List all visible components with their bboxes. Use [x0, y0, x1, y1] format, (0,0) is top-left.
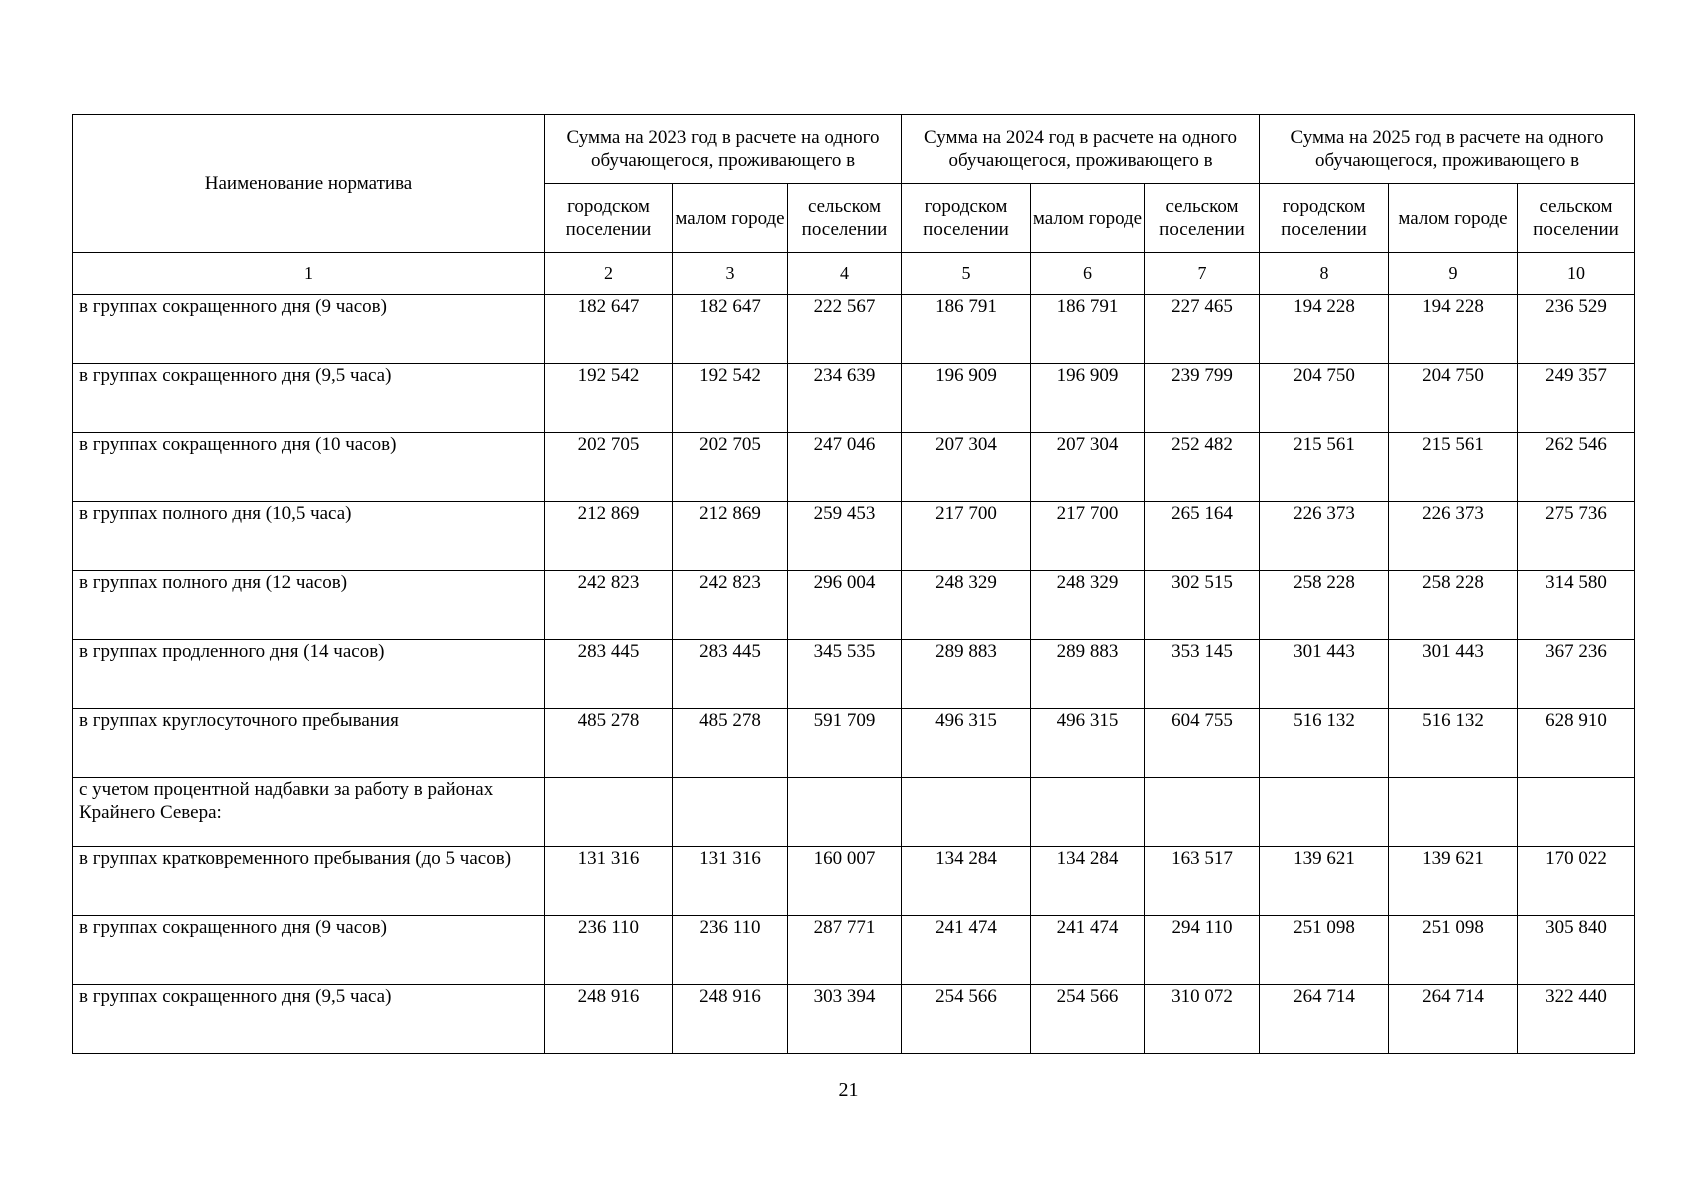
- table-cell: 215 561: [1389, 433, 1518, 502]
- table-cell: 134 284: [902, 847, 1031, 916]
- table-cell: 227 465: [1145, 295, 1260, 364]
- table-cell: 287 771: [788, 916, 902, 985]
- table-cell: 252 482: [1145, 433, 1260, 502]
- table-cell: 194 228: [1260, 295, 1389, 364]
- table-cell: 322 440: [1518, 985, 1635, 1054]
- row-label: с учетом процентной надбавки за работу в районах Крайнего Севера:: [73, 778, 545, 847]
- table-cell: 248 916: [545, 985, 673, 1054]
- table-cell: 345 535: [788, 640, 902, 709]
- column-number: 6: [1031, 253, 1145, 295]
- table-cell: 134 284: [1031, 847, 1145, 916]
- table-cell: 139 621: [1260, 847, 1389, 916]
- table-cell: [1518, 778, 1635, 847]
- sub-header-urban: городском поселении: [902, 184, 1031, 253]
- sub-header-small-town: малом городе: [1389, 184, 1518, 253]
- table-cell: 248 329: [902, 571, 1031, 640]
- table-cell: 254 566: [1031, 985, 1145, 1054]
- table-cell: 202 705: [545, 433, 673, 502]
- table-cell: [673, 778, 788, 847]
- row-label: в группах сокращенного дня (9,5 часа): [73, 985, 545, 1054]
- table-cell: 628 910: [1518, 709, 1635, 778]
- table-cell: 212 869: [673, 502, 788, 571]
- table-cell: 367 236: [1518, 640, 1635, 709]
- table-cell: 604 755: [1145, 709, 1260, 778]
- column-number: 2: [545, 253, 673, 295]
- table-cell: 212 869: [545, 502, 673, 571]
- table-row: [73, 502, 1635, 571]
- table-cell: [788, 778, 902, 847]
- table-cell: 192 542: [673, 364, 788, 433]
- table-cell: 194 228: [1389, 295, 1518, 364]
- table-cell: 264 714: [1389, 985, 1518, 1054]
- table-cell: 248 916: [673, 985, 788, 1054]
- table-cell: 283 445: [673, 640, 788, 709]
- table-row: [73, 571, 1635, 640]
- table-cell: 485 278: [545, 709, 673, 778]
- table-cell: 236 110: [545, 916, 673, 985]
- table-cell: 516 132: [1389, 709, 1518, 778]
- table-cell: 207 304: [1031, 433, 1145, 502]
- table-cell: 289 883: [902, 640, 1031, 709]
- table-cell: 131 316: [545, 847, 673, 916]
- table-cell: 248 329: [1031, 571, 1145, 640]
- table-cell: 215 561: [1260, 433, 1389, 502]
- table-cell: 207 304: [902, 433, 1031, 502]
- table-cell: 258 228: [1389, 571, 1518, 640]
- table-cell: 262 546: [1518, 433, 1635, 502]
- table-cell: 305 840: [1518, 916, 1635, 985]
- table-row: [73, 364, 1635, 433]
- table-cell: 251 098: [1389, 916, 1518, 985]
- sub-header-rural: сельском поселении: [788, 184, 902, 253]
- table-cell: 196 909: [902, 364, 1031, 433]
- column-number: 5: [902, 253, 1031, 295]
- table-cell: 353 145: [1145, 640, 1260, 709]
- row-label: в группах продленного дня (14 часов): [73, 640, 545, 709]
- table-row: [73, 916, 1635, 985]
- table-row: [73, 847, 1635, 916]
- table-cell: 296 004: [788, 571, 902, 640]
- table-cell: 182 647: [545, 295, 673, 364]
- column-number: 1: [73, 253, 545, 295]
- table-cell: 217 700: [1031, 502, 1145, 571]
- sub-header-urban: городском поселении: [1260, 184, 1389, 253]
- column-number: 3: [673, 253, 788, 295]
- table-cell: 254 566: [902, 985, 1031, 1054]
- table-cell: [1145, 778, 1260, 847]
- table-cell: 226 373: [1389, 502, 1518, 571]
- table-cell: 516 132: [1260, 709, 1389, 778]
- table-cell: 247 046: [788, 433, 902, 502]
- table-cell: 204 750: [1260, 364, 1389, 433]
- row-label: в группах сокращенного дня (9 часов): [73, 295, 545, 364]
- table-cell: 170 022: [1518, 847, 1635, 916]
- table-cell: 496 315: [902, 709, 1031, 778]
- table-row: [73, 640, 1635, 709]
- table-cell: 239 799: [1145, 364, 1260, 433]
- table-cell: 258 228: [1260, 571, 1389, 640]
- column-number-row: [73, 253, 1635, 295]
- table-cell: 226 373: [1260, 502, 1389, 571]
- table-row: [73, 985, 1635, 1054]
- year-header-2025: Сумма на 2025 год в расчете на одного обучающегося, проживающего в: [1260, 115, 1635, 184]
- table-cell: 241 474: [902, 916, 1031, 985]
- column-number: 7: [1145, 253, 1260, 295]
- table-cell: [545, 778, 673, 847]
- table-body: [73, 295, 1635, 1054]
- table-cell: 303 394: [788, 985, 902, 1054]
- table-cell: 301 443: [1389, 640, 1518, 709]
- table-cell: 302 515: [1145, 571, 1260, 640]
- table-cell: 301 443: [1260, 640, 1389, 709]
- table-cell: 310 072: [1145, 985, 1260, 1054]
- table-cell: [1260, 778, 1389, 847]
- row-label: в группах круглосуточного пребывания: [73, 709, 545, 778]
- table-cell: 131 316: [673, 847, 788, 916]
- norm-table: [72, 114, 1635, 1054]
- table-cell: [1389, 778, 1518, 847]
- table-cell: 242 823: [673, 571, 788, 640]
- table-cell: [902, 778, 1031, 847]
- table-cell: 294 110: [1145, 916, 1260, 985]
- table-cell: 289 883: [1031, 640, 1145, 709]
- column-number: 4: [788, 253, 902, 295]
- table-cell: 485 278: [673, 709, 788, 778]
- table-cell: 182 647: [673, 295, 788, 364]
- table-cell: [1031, 778, 1145, 847]
- table-cell: 242 823: [545, 571, 673, 640]
- table-cell: 163 517: [1145, 847, 1260, 916]
- table-row: [73, 709, 1635, 778]
- table-cell: 202 705: [673, 433, 788, 502]
- table-cell: 186 791: [902, 295, 1031, 364]
- table-cell: 204 750: [1389, 364, 1518, 433]
- column-number: 10: [1518, 253, 1635, 295]
- table-cell: 251 098: [1260, 916, 1389, 985]
- table-row: [73, 433, 1635, 502]
- table-cell: 217 700: [902, 502, 1031, 571]
- sub-header-small-town: малом городе: [673, 184, 788, 253]
- table-cell: 264 714: [1260, 985, 1389, 1054]
- table-cell: 160 007: [788, 847, 902, 916]
- table-row: [73, 778, 1635, 847]
- table-cell: 249 357: [1518, 364, 1635, 433]
- table-cell: 192 542: [545, 364, 673, 433]
- table-cell: 265 164: [1145, 502, 1260, 571]
- year-header-2024: Сумма на 2024 год в расчете на одного обучающегося, проживающего в: [902, 115, 1260, 184]
- table-cell: 236 529: [1518, 295, 1635, 364]
- column-number: 8: [1260, 253, 1389, 295]
- table-cell: 275 736: [1518, 502, 1635, 571]
- table-cell: 241 474: [1031, 916, 1145, 985]
- table-cell: 222 567: [788, 295, 902, 364]
- table-cell: 186 791: [1031, 295, 1145, 364]
- table-cell: 234 639: [788, 364, 902, 433]
- table-cell: 259 453: [788, 502, 902, 571]
- year-header-2023: Сумма на 2023 год в расчете на одного обучающегося, проживающего в: [545, 115, 902, 184]
- column-number: 9: [1389, 253, 1518, 295]
- row-label: в группах полного дня (10,5 часа): [73, 502, 545, 571]
- row-label: в группах сокращенного дня (9,5 часа): [73, 364, 545, 433]
- row-label: в группах полного дня (12 часов): [73, 571, 545, 640]
- page-number: 21: [838, 1079, 859, 1101]
- table-cell: 496 315: [1031, 709, 1145, 778]
- sub-header-urban: городском поселении: [545, 184, 673, 253]
- table-cell: 314 580: [1518, 571, 1635, 640]
- header-row-years: [73, 115, 1635, 184]
- row-label: в группах кратковременного пребывания (до 5 часов): [73, 847, 545, 916]
- name-header: Наименование норматива: [73, 115, 545, 253]
- sub-header-small-town: малом городе: [1031, 184, 1145, 253]
- table-cell: 139 621: [1389, 847, 1518, 916]
- row-label: в группах сокращенного дня (10 часов): [73, 433, 545, 502]
- sub-header-rural: сельском поселении: [1518, 184, 1635, 253]
- row-label: в группах сокращенного дня (9 часов): [73, 916, 545, 985]
- sub-header-rural: сельском поселении: [1145, 184, 1260, 253]
- table-cell: 283 445: [545, 640, 673, 709]
- table-cell: 591 709: [788, 709, 902, 778]
- table-cell: 196 909: [1031, 364, 1145, 433]
- table-cell: 236 110: [673, 916, 788, 985]
- table-row: [73, 295, 1635, 364]
